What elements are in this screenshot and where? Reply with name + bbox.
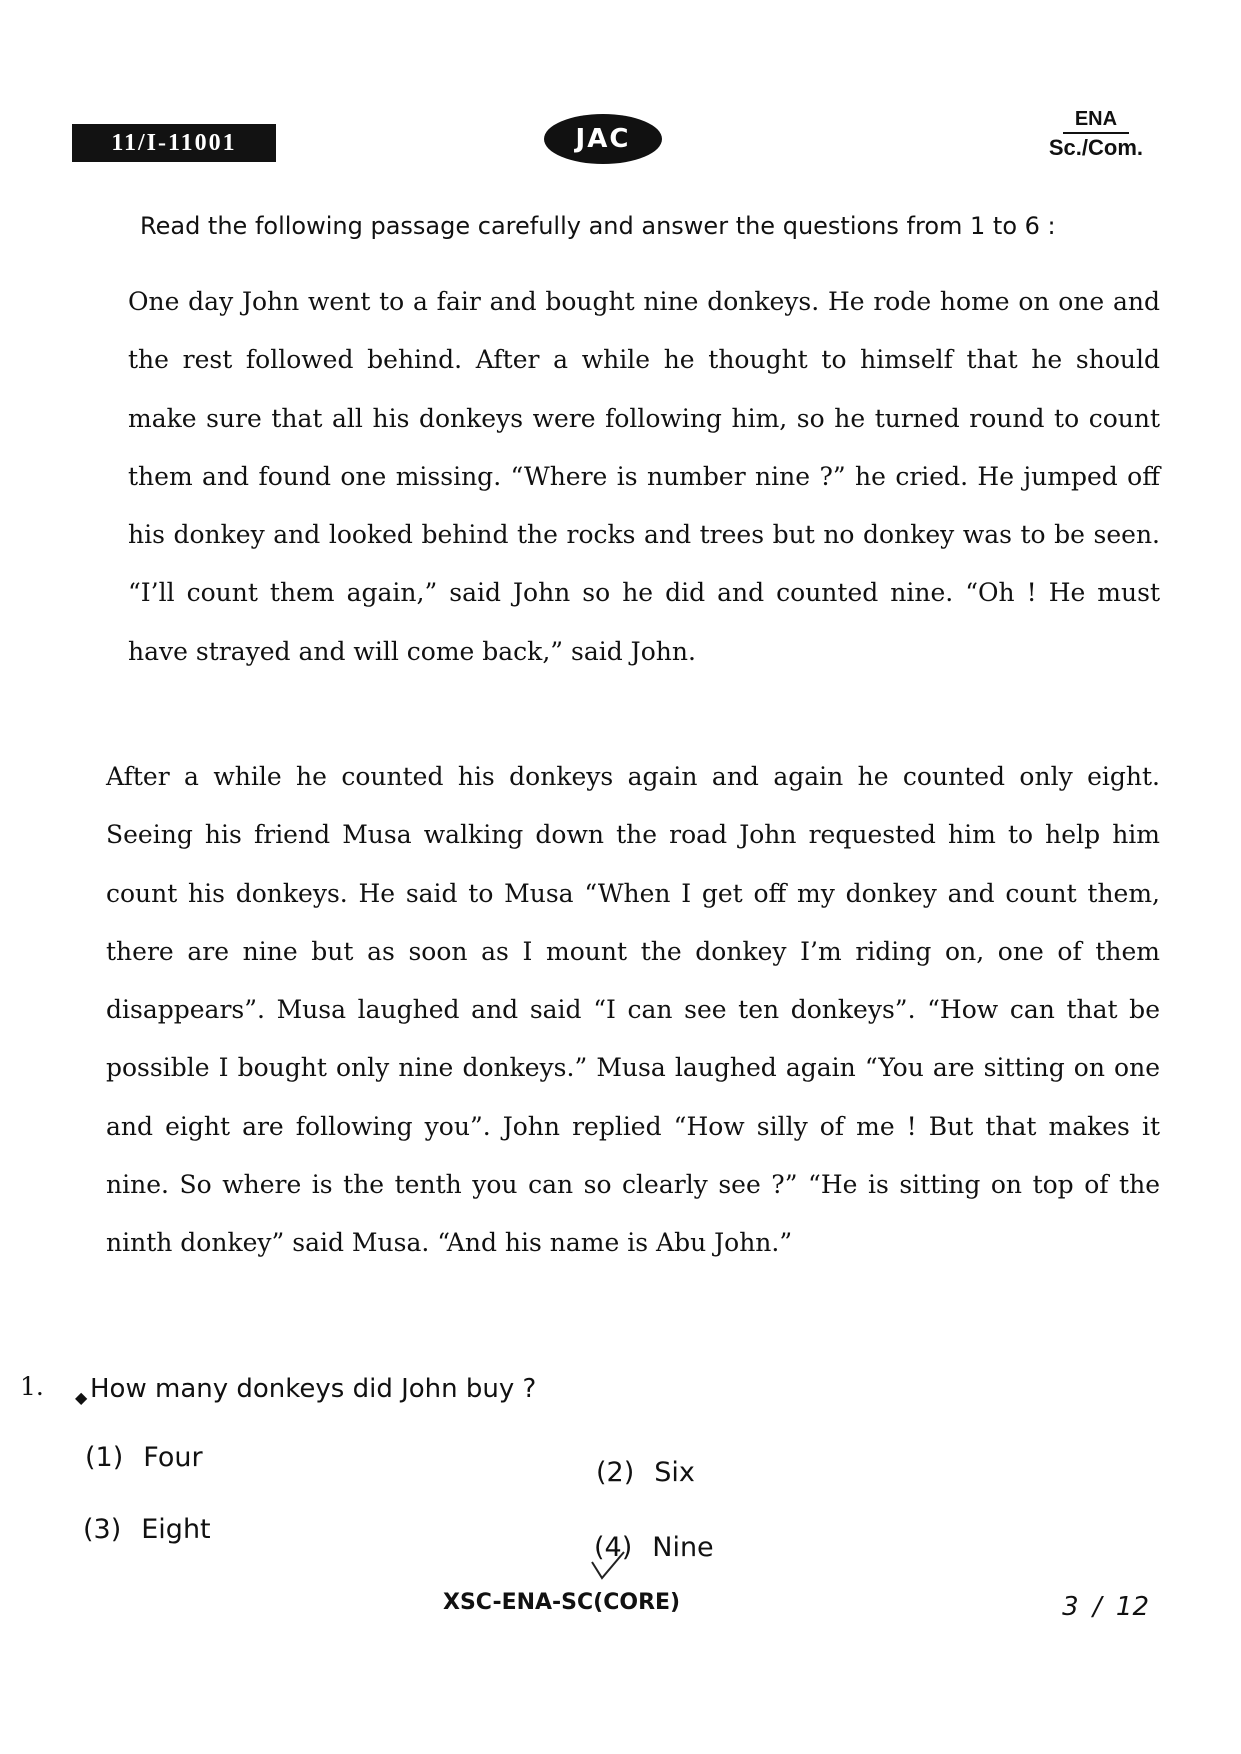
instruction-text: Read the following passage carefully and answer the questions from 1 to 6 : bbox=[140, 212, 1056, 240]
bullet-mark-icon: ◆ bbox=[75, 1388, 88, 1407]
option-1-label: Four bbox=[143, 1442, 203, 1473]
option-2[interactable] bbox=[596, 1457, 695, 1488]
passage-paragraph-1: One day John went to a fair and bought nine donkeys. He rode home on one and the rest followed behind. After a while he thought to himself that he should make sure that all his donkeys were following him, so he turned round to count them and found one missing. “Where is number nine ?” he cried. He jumped off his donkey and looked behind the rocks and trees but no donkey was to be seen. “I’ll count them again,” said John so he did and counted nine. “Oh ! He must have strayed and will come back,” said John. bbox=[128, 287, 1160, 666]
passage-paragraph-2: After a while he counted his donkeys again and again he counted only eight. Seeing his friend Musa walking down the road John requested him to help him count his donkeys. He said to Musa “When I get off my donkey and count them, there are nine but as soon as I mount the donkey I’m riding on, one of them disappears”. Musa laughed and said “I can see ten donkeys”. “How can that be possible I bought only nine donkeys.” Musa laughed again “You are sitting on one and eight are following you”. John replied “How silly of me ! But that makes it nine. So where is the tenth you can so clearly see ?” “He is sitting on top of the ninth donkey” said Musa. “And his name is Abu John.” bbox=[106, 762, 1160, 1258]
subject-code: ENA bbox=[1063, 108, 1129, 134]
footer-paper-id: XSC-ENA-SC(CORE) bbox=[443, 1590, 681, 1615]
option-4-label: Nine bbox=[652, 1532, 714, 1563]
question-number: 1. bbox=[20, 1372, 44, 1401]
option-2-label: Six bbox=[654, 1457, 695, 1488]
board-logo-text: JAC bbox=[575, 124, 631, 154]
option-1-number: (1) bbox=[85, 1442, 124, 1473]
paper-code: 11/I-11001 bbox=[111, 129, 237, 156]
option-3-label: Eight bbox=[141, 1514, 211, 1545]
option-2-number: (2) bbox=[596, 1457, 635, 1488]
board-logo bbox=[544, 114, 662, 164]
option-3[interactable] bbox=[83, 1514, 211, 1545]
answer-tick-icon bbox=[588, 1548, 628, 1584]
subject-block bbox=[1049, 108, 1143, 160]
question-text: How many donkeys did John buy ? bbox=[90, 1374, 537, 1404]
option-1[interactable] bbox=[85, 1442, 203, 1473]
page-number: 3 / 12 bbox=[1062, 1592, 1149, 1622]
paper-code-box bbox=[72, 124, 276, 162]
option-3-number: (3) bbox=[83, 1514, 122, 1545]
option-4-number: (4) bbox=[594, 1532, 633, 1563]
stream-label: Sc./Com. bbox=[1048, 135, 1143, 160]
